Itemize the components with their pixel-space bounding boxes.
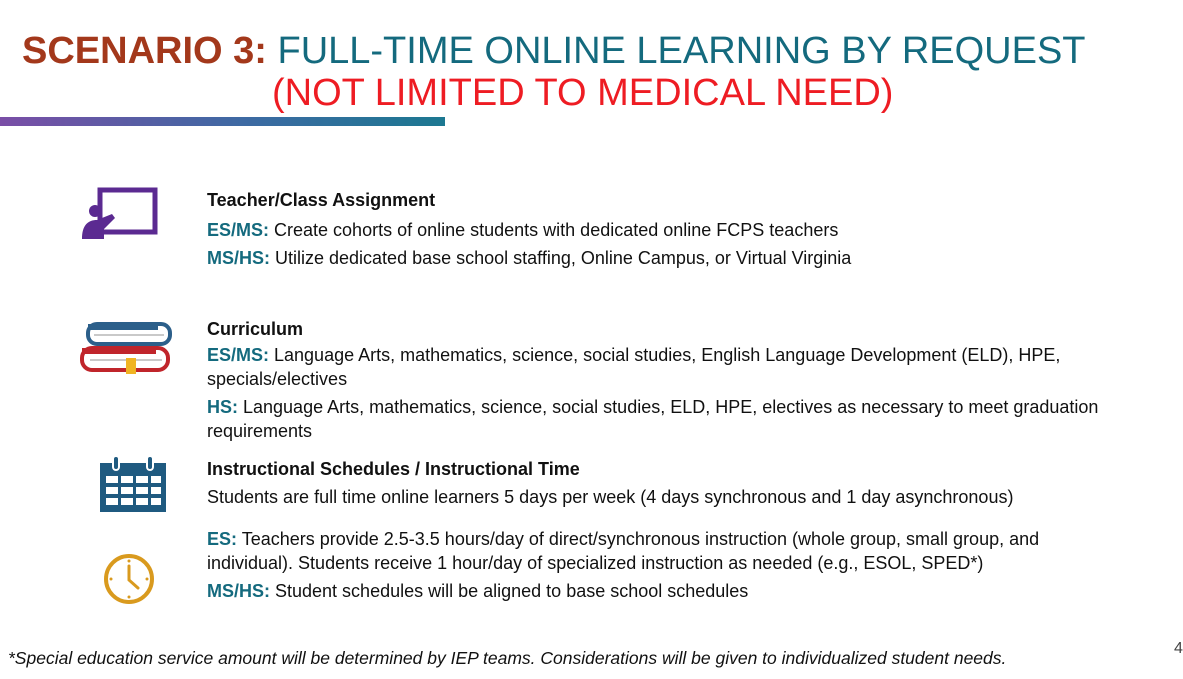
slide-subtitle: (NOT LIMITED TO MEDICAL NEED) xyxy=(272,72,894,114)
time-es-line xyxy=(207,527,1122,575)
line-text: Language Arts, mathematics, science, social studies, ELD, HPE, electives as necessary to meet graduation requirements xyxy=(207,397,1099,441)
clock-icon xyxy=(102,552,156,606)
line-label: MS/HS: xyxy=(207,248,270,268)
teacher-assignment-heading: Teacher/Class Assignment xyxy=(207,190,436,210)
line-label: ES/MS: xyxy=(207,220,270,240)
curriculum-section xyxy=(207,317,1162,447)
line-text: Student schedules will be aligned to base school schedules xyxy=(270,581,749,601)
teacher-assignment-section xyxy=(207,188,1147,274)
curriculum-hs-line xyxy=(207,395,1112,443)
line-label: ES/MS: xyxy=(207,345,270,365)
schedule-heading: Instructional Schedules / Instructional Time xyxy=(207,459,580,479)
curriculum-es-ms-line xyxy=(207,343,1162,391)
schedule-section xyxy=(207,457,1167,513)
calendar-icon xyxy=(100,456,166,512)
line-text: Create cohorts of online students with dedicated online FCPS teachers xyxy=(269,220,839,240)
slide-title xyxy=(22,30,1086,72)
curriculum-heading: Curriculum xyxy=(207,319,304,339)
instructional-time-section xyxy=(207,527,1122,607)
title-divider xyxy=(0,117,445,126)
page-number: 4 xyxy=(1174,640,1183,657)
line-label: ES: xyxy=(207,529,238,549)
footnote: *Special education service amount will be determined by IEP teams. Considerations will be given to individualized student needs. xyxy=(8,648,1007,668)
line-label: HS: xyxy=(207,397,238,417)
line-label: MS/HS: xyxy=(207,581,270,601)
line-text: Language Arts, mathematics, science, social studies, English Language Development (ELD), HPE, specials/electives xyxy=(207,345,1061,389)
line-text: Utilize dedicated base school staffing, Online Campus, or Virtual Virginia xyxy=(270,248,852,268)
teacher-ms-hs-line xyxy=(207,246,1147,270)
teacher-es-ms-line xyxy=(207,218,1147,242)
title-main: FULL-TIME ONLINE LEARNING BY REQUEST xyxy=(277,30,1086,72)
line-text: Teachers provide 2.5-3.5 hours/day of direct/synchronous instruction (whole group, small group, and individual). Students receive 1 hour/day of specialized instruction as needed (e.g., ESOL, SPED*) xyxy=(207,529,1040,573)
time-ms-hs-line xyxy=(207,579,1122,603)
books-icon xyxy=(80,322,176,378)
title-lead: SCENARIO 3: xyxy=(22,30,267,72)
schedule-text: Students are full time online learners 5 days per week (4 days synchronous and 1 day asynchronous) xyxy=(207,487,1014,507)
teacher-board-icon xyxy=(80,187,160,243)
